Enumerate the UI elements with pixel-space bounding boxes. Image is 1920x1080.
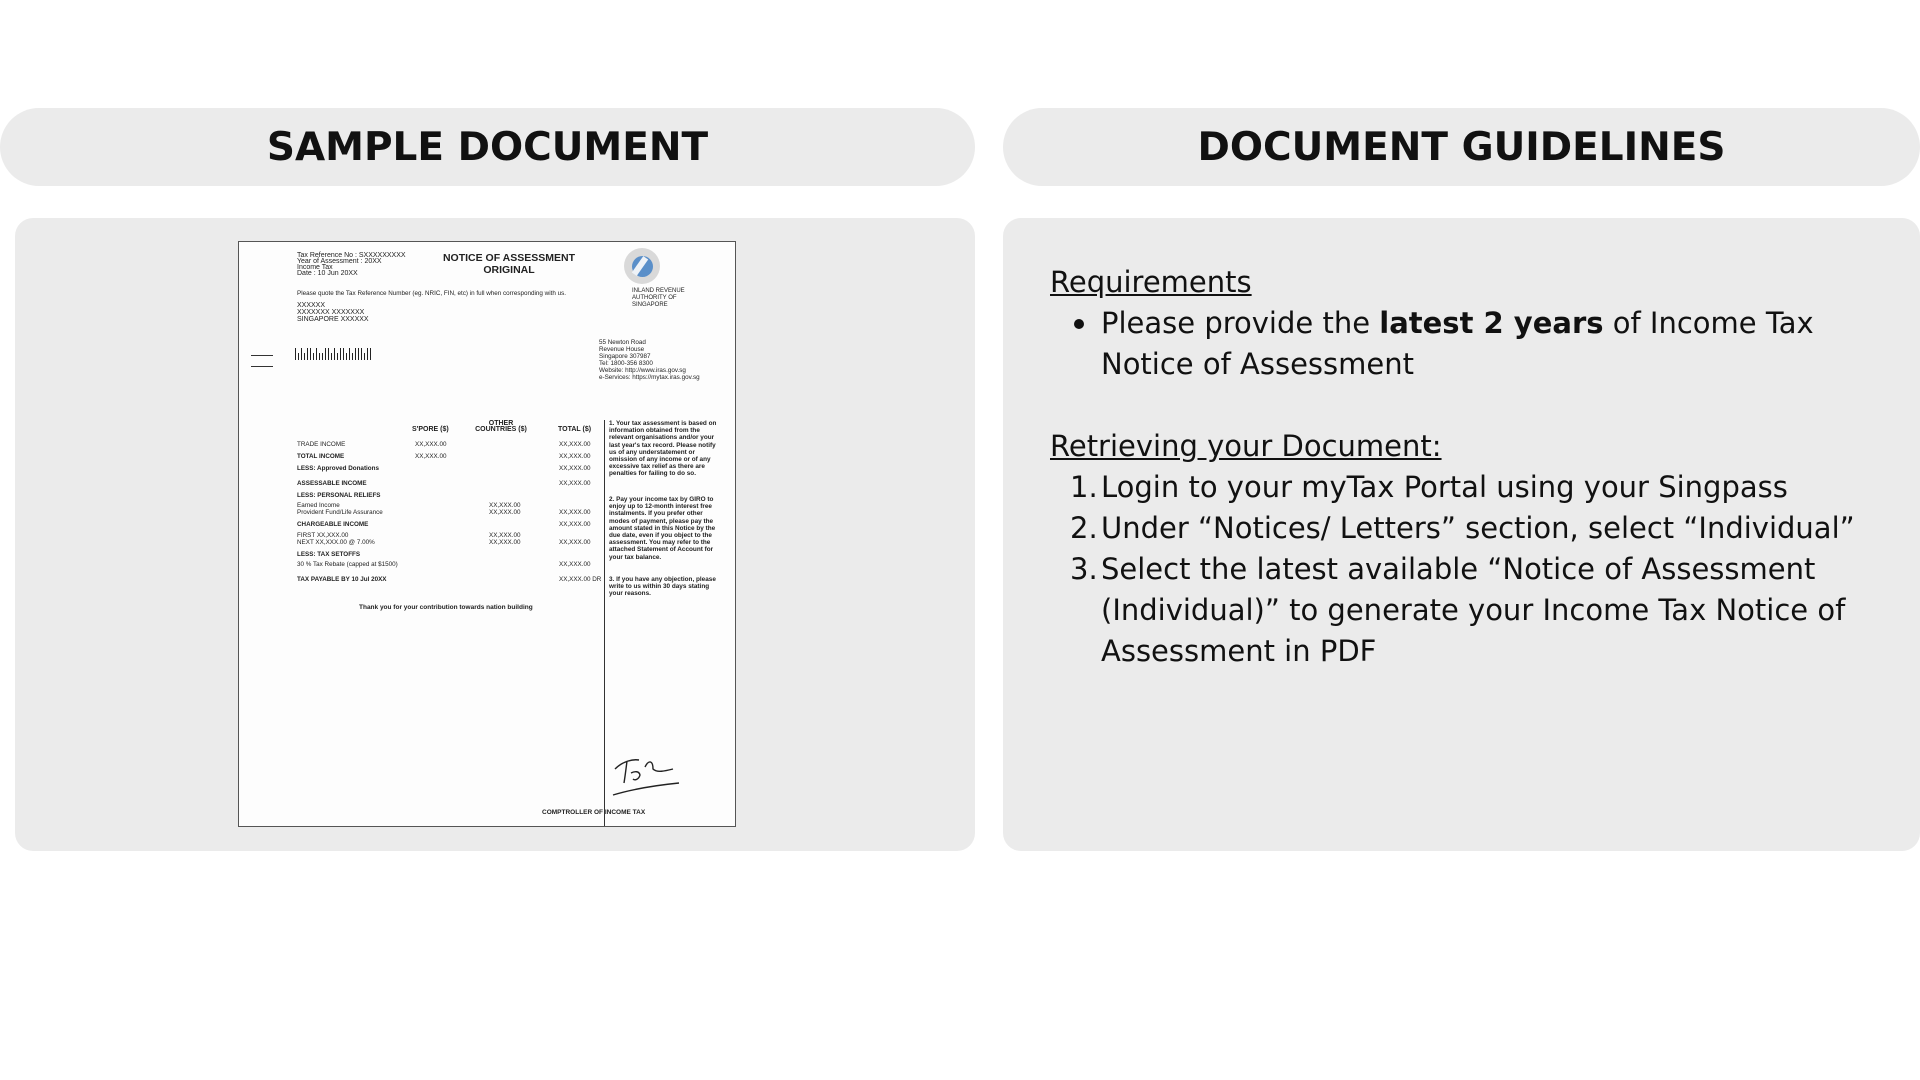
step-text: Select the latest available “Notice of Assessment (Individual)” to generate your Income Tax Notice of Assessment in PDF [1101,552,1846,668]
header-info-line: Date : 10 Jun 20XX [297,270,358,277]
row-total-value: XX,XXX.00 [559,480,591,487]
comptroller-label: COMPTROLLER OF INCOME TAX [542,809,646,816]
quote-note: Please quote the Tax Reference Number (eg. NRIC, FIN, etc) in full when corresponding with us. [297,290,567,297]
row-other-value: XX,XXX.00 [489,509,521,516]
header-info-line: Income Tax [297,264,333,271]
signature [609,747,709,802]
notice-subtitle: ORIGINAL [483,264,535,276]
requirements-list [1050,303,1880,385]
row-total-value: XX,XXX.00 [559,539,591,546]
requirements-heading: Requirements [1050,265,1252,299]
row-label: CHARGEABLE INCOME [297,521,369,528]
list-item [1050,508,1880,549]
steps-list [1050,467,1880,672]
address-line: Singapore 307987 [599,353,651,360]
col-header-other: COUNTRIES ($) [475,426,527,433]
row-total-value: XX,XXX.00 [559,465,591,472]
list-item [1050,303,1880,385]
address-line: Revenue House [599,346,645,353]
list-item [1050,467,1880,508]
row-label: 30 % Tax Rebate (capped at $1500) [297,561,398,568]
barcode [295,342,391,356]
row-label: FIRST XX,XXX.00 [297,532,349,539]
row-label: LESS: Approved Donations [297,465,379,472]
row-other-value: XX,XXX.00 [489,539,521,546]
row-label: TRADE INCOME [297,441,346,448]
row-label: TOTAL INCOME [297,453,345,460]
address-line: 55 Newton Road [599,339,646,346]
row-total-value: XX,XXX.00 [559,521,591,528]
requirement-text: Please provide the [1101,306,1380,340]
document-guidelines-header: DOCUMENT GUIDELINES [1003,108,1920,186]
step-number: 1. [1070,470,1098,504]
fold-mark [251,355,273,356]
row-other-value: XX,XXX.00 [489,532,521,539]
requirement-text: of Income Tax Notice of Assessment [1101,306,1814,381]
header-info-line: Tax Reference No : SXXXXXXXXX [297,252,406,259]
authority-line: AUTHORITY OF [632,295,677,301]
note: 2. Pay your income tax by GIRO to enjoy up to 12-month interest free instalments. If you prefer other modes of payment, please pay the amount stated in this Notice by the due date, even if you object to the assessment. You may refer to the attached Statement of Account for your tax balance. [609,496,716,561]
row-label: LESS: PERSONAL RELIEFS [297,492,381,499]
authority-line: INLAND REVENUE [632,288,685,294]
column-divider [604,420,605,827]
row-total-value: XX,XXX.00 [559,509,591,516]
guidelines-content [1050,262,1880,672]
sample-document-header: SAMPLE DOCUMENT [0,108,975,186]
address-line: Website: http://www.iras.gov.sg [599,367,686,374]
list-item [1050,549,1880,672]
row-label: Provident Fund/Life Assurance [297,509,383,516]
notice-of-assessment-image [238,241,736,827]
col-header-spore: S'PORE ($) [412,426,449,433]
row-total-value: XX,XXX.00 [559,561,591,568]
fold-mark [251,366,273,367]
address-line: Tel: 1800-356 8300 [599,360,653,367]
step-number: 2. [1070,511,1098,545]
col-header-other: OTHER [488,420,514,427]
row-label: Earned Income [297,502,340,509]
row-spore-value: XX,XXX.00 [415,441,447,448]
row-label: ASSESSABLE INCOME [297,480,367,487]
row-total-value: XX,XXX.00 [559,441,591,448]
thank-you-note: Thank you for your contribution towards nation building [359,604,533,611]
step-text: Under “Notices/ Letters” section, select “Individual” [1101,511,1855,545]
row-label: LESS: TAX SETOFFS [297,551,361,558]
row-other-value: XX,XXX.00 [489,502,521,509]
notice-title: NOTICE OF ASSESSMENT [442,252,576,264]
address-line: e-Services: https://mytax.iras.gov.sg [599,374,700,381]
row-total-value: XX,XXX.00 DR [559,576,602,583]
authority-line: SINGAPORE [632,302,668,308]
requirement-emphasis: latest 2 years [1379,306,1604,340]
row-spore-value: XX,XXX.00 [415,453,447,460]
note: 3. If you have any objection, please write to us within 30 days stating your reasons. [609,576,716,598]
row-total-value: XX,XXX.00 [559,453,591,460]
iras-logo-icon [624,248,660,284]
note: 1. Your tax assessment is based on information obtained from the relevant organisations and/or your last year's tax record. Please notify us of any understatement or omission of any income or of any excessive tax relief as there are penalties for failing to do so. [609,420,717,478]
step-text: Login to your myTax Portal using your Singpass [1101,470,1788,504]
recipient-line: XXXXXX [297,302,326,309]
row-label: NEXT XX,XXX.00 @ 7.00% [297,539,375,546]
step-number: 3. [1070,552,1098,586]
row-label: TAX PAYABLE BY 10 Jul 20XX [297,576,387,583]
header-info-line: Year of Assessment : 20XX [297,258,382,265]
retrieving-heading: Retrieving your Document: [1050,429,1442,463]
col-header-total: TOTAL ($) [558,426,592,433]
recipient-line: SINGAPORE XXXXXX [297,316,369,323]
recipient-line: XXXXXXX XXXXXXX [297,309,365,316]
